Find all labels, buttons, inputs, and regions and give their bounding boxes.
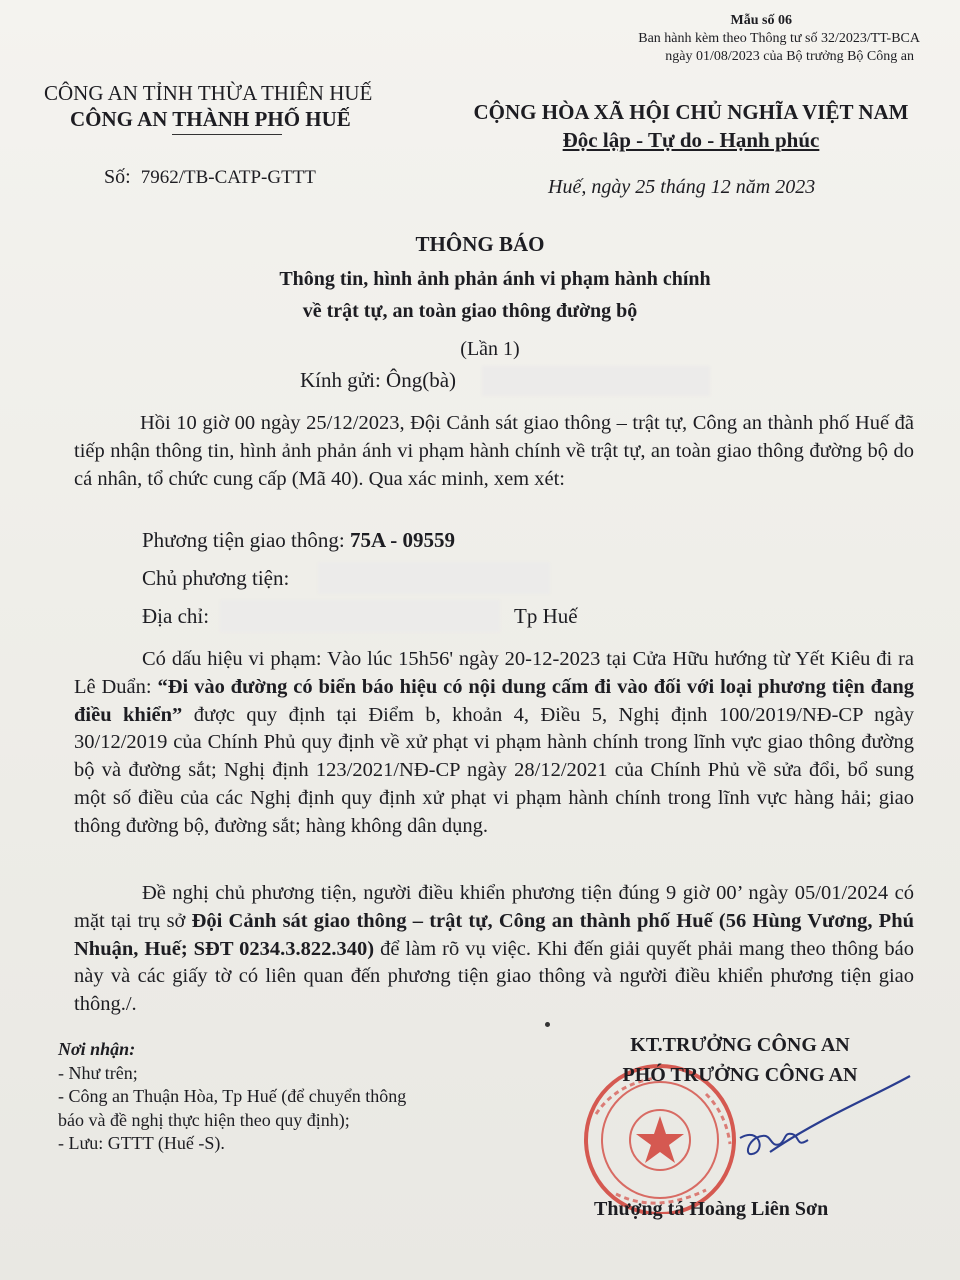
subtitle-line-2: về trật tự, an toàn giao thông đường bộ xyxy=(302,300,638,322)
violation-legal-basis: được quy định tại Điểm b, khoản 4, Điều 5, Nghị định 100/2019/NĐ-CP ngày 30/12/2019 của Chính Phủ quy định về xử phạt vi phạm hành chính trong lĩnh vực giao thông đường bộ và đường sắt; Nghị định 123/2021/NĐ-CP ngày 28/12/2021 của Chính Phủ về sửa đổi, bổ sung một số điều của các Nghị định quy định xử phạt vi phạm hành chính trong lĩnh vực hàng hải; giao thông đường bộ, đường sắt; hàng không dân dụng. xyxy=(74,703,914,837)
violation-intro: Có dấu hiệu vi phạm: Vào lúc 15h56' ngày 20-12-2023 tại Cửa Hữu hướng từ Yết Kiêu đi ra Lê Duẩn: xyxy=(74,648,914,698)
issue-date: Huế, ngày 25 tháng 12 năm 2023 xyxy=(548,176,816,198)
signer-name: Thượng tá Hoàng Liên Sơn xyxy=(594,1198,829,1220)
violation-description: “Đi vào đường có biển báo hiệu có nội dung cấm đi vào đối với loại phương tiện đang điều khiển” xyxy=(74,675,914,726)
body-paragraph-3 xyxy=(74,880,914,1019)
body-paragraph-1: Hồi 10 giờ 00 ngày 25/12/2023, Đội Cảnh sát giao thông – trật tự, Công an thành phố Huế đã tiếp nhận thông tin, hình ảnh phản ánh vi phạm hành chính về trật tự, an toàn giao thông đường bộ do cá nhân, tổ chức cung cấp (Mã 40). Qua xác minh, xem xét: xyxy=(74,412,914,490)
recipient-item: - Công an Thuận Hòa, Tp Huế (để chuyển thông xyxy=(58,1086,407,1106)
summons-intro: Đề nghị chủ phương tiện, người điều khiển phương tiện đúng 9 giờ 00’ ngày 05/01/2024 có mặt tại trụ sở xyxy=(74,882,914,932)
redacted-owner-name xyxy=(318,562,550,594)
recipient-label: Kính gửi: Ông(bà) xyxy=(300,368,457,392)
recipients-heading: Nơi nhận: xyxy=(58,1039,136,1059)
handwritten-signature-icon xyxy=(700,1068,920,1178)
issuer-underline xyxy=(172,134,282,135)
owner-label: Chủ phương tiện: xyxy=(142,566,290,590)
body-paragraph-2 xyxy=(74,646,914,841)
issuer-unit: CÔNG AN THÀNH PHỐ HUẾ xyxy=(70,107,351,131)
recipient-line xyxy=(300,368,456,393)
page-title: THÔNG BÁO xyxy=(415,232,545,256)
address-value: Tp Huế xyxy=(514,604,578,628)
recipients-list xyxy=(58,1038,406,1156)
recipient-item: - Như trên; xyxy=(58,1062,138,1083)
ink-speck xyxy=(545,1022,550,1027)
national-motto: Độc lập - Tự do - Hạnh phúc xyxy=(562,128,820,152)
form-line-2: ngày 01/08/2023 của Bộ trưởng Bộ Công an xyxy=(665,49,914,64)
summons-instructions: để làm rõ vụ việc. Khi đến giải quyết phải mang theo thông báo này và các giấy tờ có liên quan đến phương tiện giao thông và người điều khiển phương tiện giao thông./. xyxy=(74,937,914,1016)
vehicle-line xyxy=(142,528,455,553)
form-number: Mẫu số 06 xyxy=(730,13,792,28)
redacted-address xyxy=(220,600,500,632)
recipient-item: báo và đề nghị thực hiện theo quy định); xyxy=(58,1109,350,1130)
form-reference xyxy=(638,12,920,66)
document-number xyxy=(104,166,316,189)
notice-count: (Lần 1) xyxy=(460,338,520,360)
address-label: Địa chỉ: xyxy=(142,604,210,628)
subtitle-line-1: Thông tin, hình ảnh phản ánh vi phạm hành chính xyxy=(279,268,711,290)
owner-line xyxy=(142,566,289,591)
national-header xyxy=(456,98,926,154)
form-line-1: Ban hành kèm theo Thông tư số 32/2023/TT-BCA xyxy=(638,31,920,46)
vehicle-plate: 75A - 09559 xyxy=(349,528,455,552)
vehicle-label: Phương tiện giao thông: xyxy=(142,528,350,552)
issuer-header xyxy=(44,80,372,132)
so-label: Số: xyxy=(104,166,131,188)
country-name: CỘNG HÒA XÃ HỘI CHỦ NGHĨA VIỆT NAM xyxy=(473,100,909,124)
redacted-recipient-name xyxy=(482,366,710,396)
signature-title-1: KT.TRƯỞNG CÔNG AN xyxy=(630,1034,850,1056)
issuer-parent: CÔNG AN TỈNH THỪA THIÊN HUẾ xyxy=(44,81,373,105)
signature-title-2: PHÓ TRƯỞNG CÔNG AN xyxy=(622,1064,858,1086)
summons-location: Đội Cảnh sát giao thông – trật tự, Công an thành phố Huế (56 Hùng Vương, Phú Nhuận, Huế; SĐT 0234.3.822.340) xyxy=(74,909,914,960)
so-value: 7962/TB-CATP-GTTT xyxy=(140,167,316,188)
recipient-item: - Lưu: GTTT (Huế -S). xyxy=(58,1133,225,1153)
